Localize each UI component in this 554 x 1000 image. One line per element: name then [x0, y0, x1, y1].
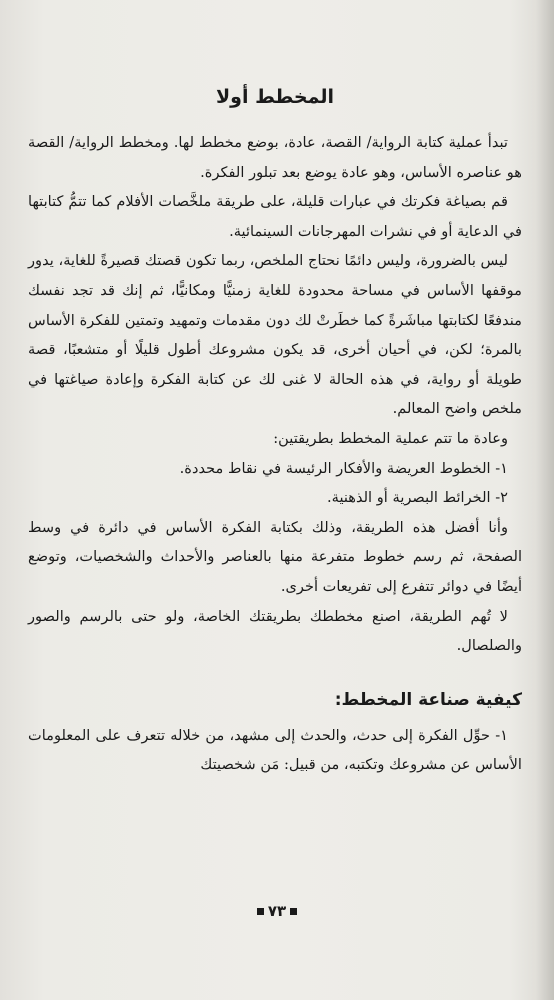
paragraph-intro: تبدأ عملية كتابة الرواية/ القصة، عادة، بوضع مخطط لها. ومخطط الرواية/ القصة هو عناصره الأساس، وهو عادة يوضع بعد تبلور الفكرة. [28, 134, 522, 181]
book-spine-shadow [536, 0, 554, 1000]
page-number-square-icon [290, 908, 297, 915]
list-item-mind-map: ٢- الخرائط البصرية أو الذهنية. [326, 489, 508, 507]
paragraph-method-free: لا تُهم الطريقة، اصنع مخططك بطريقتك الخاصة، ولو حتى بالرسم والصور والصلصال. [28, 607, 522, 655]
page-title: المخطط أولا [215, 86, 335, 108]
list-item-outline: ١- الخطوط العريضة والأفكار الرئيسة في نقاط محددة. [179, 459, 508, 477]
page-footer [0, 902, 554, 920]
section-heading: كيفية صناعة المخطط: [334, 689, 522, 710]
paragraph-two-methods: وعادة ما تتم عملية المخطط بطريقتين: [273, 429, 508, 447]
section-paragraph: ١- حوِّل الفكرة إلى حدث، والحدث إلى مشهد، من خلاله تتعرف على المعلومات الأساس عن مشروعك وتكتبه، من قبيل: مَن شخصيتك [28, 726, 522, 774]
page-number-square-icon [257, 908, 264, 915]
paragraph-preferred-method: وأنا أفضل هذه الطريقة، وذلك بكتابة الفكرة الأساس في دائرة في وسط الصفحة، ثم رسم خطوط متفرعة منها بالعناصر والأحداث والشخصيات، وتوضع أيضًا في دوائر تتفرع إلى تفريعات أخرى. [28, 518, 522, 595]
page-number: ٧٣ [267, 902, 287, 920]
page-text-block [28, 80, 522, 780]
paragraph-summary-tip: قم بصياغة فكرتك في عبارات قليلة، على طريقة ملخَّصات الأفلام كما تتمُّ كتابتها في الدعاية أو في نشرات المهرجانات السينمائية. [28, 193, 522, 240]
paragraph-not-always: ليس بالضرورة، وليس دائمًا نحتاج الملخص، ربما تكون قصتك قصيرةً للغاية، يدور موقفها الأساس في مساحة محدودة للغاية زمنيًّا ومكانيًّا، ثم إنك قد تجد نفسك مندفعًا لكتابتها مباشَرةً كما خطَرتْ لك دون مقدمات وتمهيد وتمتين للفكرة الأساس بالمرة؛ لكن، في أحيان أخرى، قد يكون مشروعك أطول قليلًا أو متشعبًا، قصة طويلة أو رواية، في هذه الحالة لا غنى لك عن كتابة الفكرة وإعادة صياغتها في ملخص واضح المعالم. [28, 252, 522, 418]
